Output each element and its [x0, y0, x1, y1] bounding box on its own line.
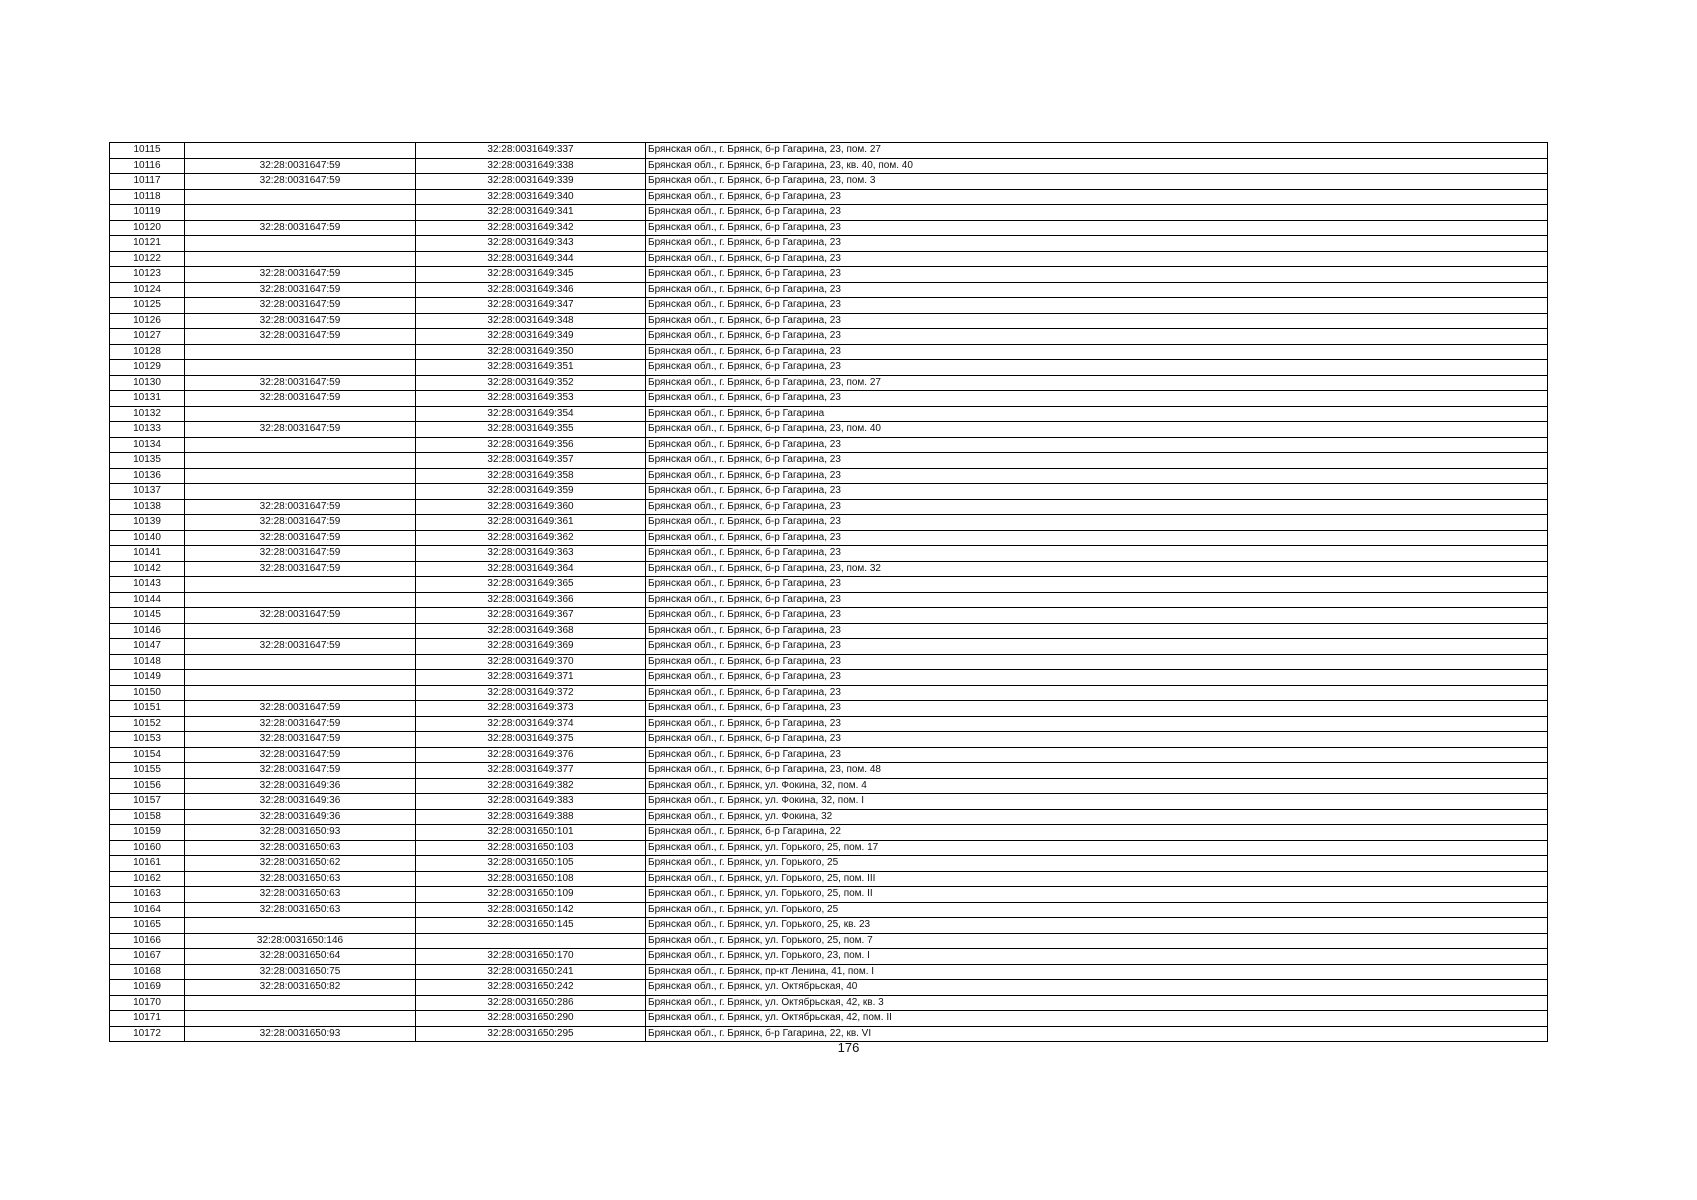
row-number-cell: 10149	[110, 670, 185, 686]
parent-cadastral-number-cell: 32:28:0031650:62	[185, 856, 416, 872]
address-cell: Брянская обл., г. Брянск, б-р Гагарина, 23	[646, 267, 1548, 283]
address-cell: Брянская обл., г. Брянск, б-р Гагарина, 23	[646, 344, 1548, 360]
row-number-cell: 10167	[110, 949, 185, 965]
row-number-cell: 10130	[110, 375, 185, 391]
row-number-cell: 10123	[110, 267, 185, 283]
parent-cadastral-number-cell	[185, 918, 416, 934]
address-cell: Брянская обл., г. Брянск, ул. Горького, 23, пом. I	[646, 949, 1548, 965]
table-row	[110, 530, 1548, 546]
cadastral-number-cell: 32:28:0031649:371	[416, 670, 646, 686]
table-row	[110, 437, 1548, 453]
table-row	[110, 484, 1548, 500]
table-row	[110, 639, 1548, 655]
table-row	[110, 794, 1548, 810]
cadastral-number-cell: 32:28:0031649:366	[416, 592, 646, 608]
row-number-cell: 10124	[110, 282, 185, 298]
cadastral-number-cell: 32:28:0031649:377	[416, 763, 646, 779]
row-number-cell: 10153	[110, 732, 185, 748]
cadastral-number-cell: 32:28:0031649:352	[416, 375, 646, 391]
row-number-cell: 10150	[110, 685, 185, 701]
parent-cadastral-number-cell	[185, 1011, 416, 1027]
parent-cadastral-number-cell: 32:28:0031647:59	[185, 732, 416, 748]
row-number-cell: 10140	[110, 530, 185, 546]
table-row	[110, 205, 1548, 221]
row-number-cell: 10134	[110, 437, 185, 453]
row-number-cell: 10121	[110, 236, 185, 252]
row-number-cell: 10129	[110, 360, 185, 376]
row-number-cell: 10146	[110, 623, 185, 639]
row-number-cell: 10157	[110, 794, 185, 810]
row-number-cell: 10155	[110, 763, 185, 779]
row-number-cell: 10170	[110, 995, 185, 1011]
table-row	[110, 561, 1548, 577]
table-row	[110, 809, 1548, 825]
row-number-cell: 10158	[110, 809, 185, 825]
row-number-cell: 10161	[110, 856, 185, 872]
cadastral-number-cell: 32:28:0031649:341	[416, 205, 646, 221]
table-row	[110, 1011, 1548, 1027]
parent-cadastral-number-cell: 32:28:0031647:59	[185, 220, 416, 236]
row-number-cell: 10128	[110, 344, 185, 360]
table-row	[110, 654, 1548, 670]
row-number-cell: 10144	[110, 592, 185, 608]
parent-cadastral-number-cell: 32:28:0031647:59	[185, 639, 416, 655]
table-row	[110, 344, 1548, 360]
cadastral-number-cell: 32:28:0031650:170	[416, 949, 646, 965]
table-row	[110, 623, 1548, 639]
cadastral-number-cell: 32:28:0031650:145	[416, 918, 646, 934]
parent-cadastral-number-cell: 32:28:0031647:59	[185, 329, 416, 345]
cadastral-number-cell: 32:28:0031649:370	[416, 654, 646, 670]
address-cell: Брянская обл., г. Брянск, б-р Гагарина, 23	[646, 747, 1548, 763]
address-cell: Брянская обл., г. Брянск, ул. Горького, 25, пом. III	[646, 871, 1548, 887]
row-number-cell: 10120	[110, 220, 185, 236]
parent-cadastral-number-cell: 32:28:0031650:63	[185, 887, 416, 903]
cadastral-number-cell: 32:28:0031649:375	[416, 732, 646, 748]
row-number-cell: 10145	[110, 608, 185, 624]
table-row	[110, 701, 1548, 717]
table-row	[110, 174, 1548, 190]
parent-cadastral-number-cell: 32:28:0031649:36	[185, 778, 416, 794]
cadastral-number-cell: 32:28:0031649:347	[416, 298, 646, 314]
cadastral-number-cell: 32:28:0031650:109	[416, 887, 646, 903]
cadastral-number-cell: 32:28:0031649:353	[416, 391, 646, 407]
table-row	[110, 236, 1548, 252]
address-cell: Брянская обл., г. Брянск, б-р Гагарина, 23	[646, 701, 1548, 717]
address-cell: Брянская обл., г. Брянск, б-р Гагарина, 22, кв. VI	[646, 1026, 1548, 1042]
parent-cadastral-number-cell	[185, 360, 416, 376]
table-row	[110, 515, 1548, 531]
cadastral-number-cell: 32:28:0031650:295	[416, 1026, 646, 1042]
address-cell: Брянская обл., г. Брянск, б-р Гагарина, 23, пом. 32	[646, 561, 1548, 577]
table-row	[110, 267, 1548, 283]
row-number-cell: 10166	[110, 933, 185, 949]
address-cell: Брянская обл., г. Брянск, ул. Фокина, 32, пом. I	[646, 794, 1548, 810]
row-number-cell: 10143	[110, 577, 185, 593]
row-number-cell: 10148	[110, 654, 185, 670]
address-cell: Брянская обл., г. Брянск, б-р Гагарина, 23	[646, 515, 1548, 531]
cadastral-number-cell: 32:28:0031649:355	[416, 422, 646, 438]
parent-cadastral-number-cell	[185, 205, 416, 221]
cadastral-number-cell: 32:28:0031650:101	[416, 825, 646, 841]
table-body	[110, 143, 1548, 1042]
cadastral-number-cell: 32:28:0031649:382	[416, 778, 646, 794]
table-row	[110, 732, 1548, 748]
cadastral-number-cell	[416, 933, 646, 949]
parent-cadastral-number-cell	[185, 484, 416, 500]
cadastral-number-cell: 32:28:0031649:357	[416, 453, 646, 469]
row-number-cell: 10165	[110, 918, 185, 934]
table-row	[110, 577, 1548, 593]
cadastral-number-cell: 32:28:0031649:374	[416, 716, 646, 732]
row-number-cell: 10122	[110, 251, 185, 267]
table-row	[110, 391, 1548, 407]
row-number-cell: 10164	[110, 902, 185, 918]
address-cell: Брянская обл., г. Брянск, б-р Гагарина, 23	[646, 530, 1548, 546]
row-number-cell: 10133	[110, 422, 185, 438]
cadastral-number-cell: 32:28:0031649:351	[416, 360, 646, 376]
parent-cadastral-number-cell: 32:28:0031647:59	[185, 375, 416, 391]
cadastral-number-cell: 32:28:0031649:360	[416, 499, 646, 515]
table-row	[110, 763, 1548, 779]
table-row	[110, 902, 1548, 918]
row-number-cell: 10126	[110, 313, 185, 329]
parent-cadastral-number-cell: 32:28:0031650:63	[185, 902, 416, 918]
parent-cadastral-number-cell: 32:28:0031650:63	[185, 871, 416, 887]
table-row	[110, 592, 1548, 608]
parent-cadastral-number-cell	[185, 468, 416, 484]
address-cell: Брянская обл., г. Брянск, ул. Горького, 25, пом. II	[646, 887, 1548, 903]
parent-cadastral-number-cell	[185, 406, 416, 422]
parent-cadastral-number-cell	[185, 592, 416, 608]
parent-cadastral-number-cell: 32:28:0031647:59	[185, 701, 416, 717]
cadastral-number-cell: 32:28:0031650:242	[416, 980, 646, 996]
table-row	[110, 964, 1548, 980]
table-row	[110, 778, 1548, 794]
cadastral-number-cell: 32:28:0031649:358	[416, 468, 646, 484]
row-number-cell: 10152	[110, 716, 185, 732]
row-number-cell: 10131	[110, 391, 185, 407]
parent-cadastral-number-cell: 32:28:0031647:59	[185, 267, 416, 283]
table-row	[110, 840, 1548, 856]
address-cell: Брянская обл., г. Брянск, б-р Гагарина, 23	[646, 685, 1548, 701]
property-table	[109, 142, 1548, 1042]
parent-cadastral-number-cell: 32:28:0031650:75	[185, 964, 416, 980]
cadastral-number-cell: 32:28:0031650:241	[416, 964, 646, 980]
address-cell: Брянская обл., г. Брянск, б-р Гагарина, 23	[646, 592, 1548, 608]
table-row	[110, 158, 1548, 174]
cadastral-number-cell: 32:28:0031649:350	[416, 344, 646, 360]
address-cell: Брянская обл., г. Брянск, б-р Гагарина, 23	[646, 220, 1548, 236]
address-cell: Брянская обл., г. Брянск, б-р Гагарина, 23	[646, 437, 1548, 453]
parent-cadastral-number-cell	[185, 143, 416, 159]
row-number-cell: 10127	[110, 329, 185, 345]
parent-cadastral-number-cell: 32:28:0031647:59	[185, 716, 416, 732]
address-cell: Брянская обл., г. Брянск, ул. Горького, 25, пом. 17	[646, 840, 1548, 856]
address-cell: Брянская обл., г. Брянск, б-р Гагарина, 23	[646, 453, 1548, 469]
table-row	[110, 189, 1548, 205]
address-cell: Брянская обл., г. Брянск, б-р Гагарина, 23, пом. 27	[646, 375, 1548, 391]
row-number-cell: 10132	[110, 406, 185, 422]
parent-cadastral-number-cell: 32:28:0031647:59	[185, 422, 416, 438]
row-number-cell: 10141	[110, 546, 185, 562]
address-cell: Брянская обл., г. Брянск, б-р Гагарина, 23, пом. 3	[646, 174, 1548, 190]
row-number-cell: 10142	[110, 561, 185, 577]
page-number: 176	[837, 1040, 860, 1055]
parent-cadastral-number-cell: 32:28:0031647:59	[185, 282, 416, 298]
table-row	[110, 716, 1548, 732]
address-cell: Брянская обл., г. Брянск, б-р Гагарина, 23, кв. 40, пом. 40	[646, 158, 1548, 174]
cadastral-number-cell: 32:28:0031649:340	[416, 189, 646, 205]
cadastral-number-cell: 32:28:0031649:337	[416, 143, 646, 159]
address-cell: Брянская обл., г. Брянск, ул. Горького, 25	[646, 856, 1548, 872]
parent-cadastral-number-cell	[185, 453, 416, 469]
address-cell: Брянская обл., г. Брянск, б-р Гагарина, 23	[646, 313, 1548, 329]
table-row	[110, 453, 1548, 469]
table-row	[110, 499, 1548, 515]
parent-cadastral-number-cell: 32:28:0031647:59	[185, 298, 416, 314]
row-number-cell: 10151	[110, 701, 185, 717]
table-row	[110, 685, 1548, 701]
table-row	[110, 747, 1548, 763]
address-cell: Брянская обл., г. Брянск, б-р Гагарина, 23	[646, 608, 1548, 624]
address-cell: Брянская обл., г. Брянск, ул. Горького, 25	[646, 902, 1548, 918]
cadastral-number-cell: 32:28:0031649:373	[416, 701, 646, 717]
cadastral-number-cell: 32:28:0031650:290	[416, 1011, 646, 1027]
address-cell: Брянская обл., г. Брянск, пр-кт Ленина, 41, пом. I	[646, 964, 1548, 980]
address-cell: Брянская обл., г. Брянск, б-р Гагарина, 23	[646, 205, 1548, 221]
table-row	[110, 313, 1548, 329]
table-row	[110, 980, 1548, 996]
parent-cadastral-number-cell: 32:28:0031650:93	[185, 825, 416, 841]
cadastral-number-cell: 32:28:0031649:339	[416, 174, 646, 190]
row-number-cell: 10172	[110, 1026, 185, 1042]
address-cell: Брянская обл., г. Брянск, б-р Гагарина, 23	[646, 670, 1548, 686]
cadastral-number-cell: 32:28:0031649:376	[416, 747, 646, 763]
cadastral-number-cell: 32:28:0031649:365	[416, 577, 646, 593]
parent-cadastral-number-cell: 32:28:0031647:59	[185, 763, 416, 779]
table-row	[110, 825, 1548, 841]
address-cell: Брянская обл., г. Брянск, б-р Гагарина, 23	[646, 468, 1548, 484]
cadastral-number-cell: 32:28:0031649:372	[416, 685, 646, 701]
cadastral-number-cell: 32:28:0031649:348	[416, 313, 646, 329]
address-cell: Брянская обл., г. Брянск, б-р Гагарина, 23	[646, 189, 1548, 205]
cadastral-number-cell: 32:28:0031649:346	[416, 282, 646, 298]
parent-cadastral-number-cell: 32:28:0031650:146	[185, 933, 416, 949]
row-number-cell: 10169	[110, 980, 185, 996]
table-row	[110, 949, 1548, 965]
address-cell: Брянская обл., г. Брянск, ул. Октябрьская, 42, пом. II	[646, 1011, 1548, 1027]
cadastral-number-cell: 32:28:0031649:345	[416, 267, 646, 283]
table-row	[110, 468, 1548, 484]
row-number-cell: 10163	[110, 887, 185, 903]
parent-cadastral-number-cell: 32:28:0031647:59	[185, 608, 416, 624]
parent-cadastral-number-cell: 32:28:0031650:63	[185, 840, 416, 856]
address-cell: Брянская обл., г. Брянск, б-р Гагарина, 23	[646, 236, 1548, 252]
row-number-cell: 10147	[110, 639, 185, 655]
address-cell: Брянская обл., г. Брянск, ул. Горького, 25, кв. 23	[646, 918, 1548, 934]
parent-cadastral-number-cell: 32:28:0031650:64	[185, 949, 416, 965]
parent-cadastral-number-cell: 32:28:0031647:59	[185, 747, 416, 763]
address-cell: Брянская обл., г. Брянск, б-р Гагарина, 23	[646, 732, 1548, 748]
cadastral-number-cell: 32:28:0031649:344	[416, 251, 646, 267]
parent-cadastral-number-cell	[185, 251, 416, 267]
parent-cadastral-number-cell: 32:28:0031647:59	[185, 530, 416, 546]
parent-cadastral-number-cell: 32:28:0031647:59	[185, 546, 416, 562]
cadastral-number-cell: 32:28:0031649:388	[416, 809, 646, 825]
row-number-cell: 10119	[110, 205, 185, 221]
address-cell: Брянская обл., г. Брянск, б-р Гагарина, 23, пом. 27	[646, 143, 1548, 159]
row-number-cell: 10159	[110, 825, 185, 841]
address-cell: Брянская обл., г. Брянск, б-р Гагарина, 23	[646, 282, 1548, 298]
table-row	[110, 375, 1548, 391]
table-row	[110, 918, 1548, 934]
cadastral-number-cell: 32:28:0031649:342	[416, 220, 646, 236]
parent-cadastral-number-cell	[185, 623, 416, 639]
cadastral-number-cell: 32:28:0031650:286	[416, 995, 646, 1011]
cadastral-number-cell: 32:28:0031649:359	[416, 484, 646, 500]
cadastral-number-cell: 32:28:0031650:108	[416, 871, 646, 887]
parent-cadastral-number-cell	[185, 437, 416, 453]
row-number-cell: 10115	[110, 143, 185, 159]
parent-cadastral-number-cell: 32:28:0031650:93	[185, 1026, 416, 1042]
cadastral-number-cell: 32:28:0031649:364	[416, 561, 646, 577]
parent-cadastral-number-cell: 32:28:0031647:59	[185, 391, 416, 407]
parent-cadastral-number-cell: 32:28:0031647:59	[185, 561, 416, 577]
table-row	[110, 995, 1548, 1011]
table-row	[110, 220, 1548, 236]
row-number-cell: 10156	[110, 778, 185, 794]
cadastral-number-cell: 32:28:0031649:383	[416, 794, 646, 810]
address-cell: Брянская обл., г. Брянск, ул. Горького, 25, пом. 7	[646, 933, 1548, 949]
row-number-cell: 10171	[110, 1011, 185, 1027]
table-row	[110, 422, 1548, 438]
cadastral-number-cell: 32:28:0031649:356	[416, 437, 646, 453]
row-number-cell: 10137	[110, 484, 185, 500]
table-row	[110, 856, 1548, 872]
row-number-cell: 10117	[110, 174, 185, 190]
address-cell: Брянская обл., г. Брянск, ул. Фокина, 32	[646, 809, 1548, 825]
table-row	[110, 298, 1548, 314]
row-number-cell: 10154	[110, 747, 185, 763]
row-number-cell: 10118	[110, 189, 185, 205]
cadastral-number-cell: 32:28:0031649:367	[416, 608, 646, 624]
parent-cadastral-number-cell: 32:28:0031647:59	[185, 174, 416, 190]
parent-cadastral-number-cell	[185, 685, 416, 701]
cadastral-number-cell: 32:28:0031650:103	[416, 840, 646, 856]
cadastral-number-cell: 32:28:0031649:354	[416, 406, 646, 422]
row-number-cell: 10139	[110, 515, 185, 531]
address-cell: Брянская обл., г. Брянск, ул. Фокина, 32, пом. 4	[646, 778, 1548, 794]
parent-cadastral-number-cell: 32:28:0031647:59	[185, 515, 416, 531]
address-cell: Брянская обл., г. Брянск, б-р Гагарина, 23	[646, 298, 1548, 314]
parent-cadastral-number-cell	[185, 654, 416, 670]
cadastral-number-cell: 32:28:0031649:363	[416, 546, 646, 562]
address-cell: Брянская обл., г. Брянск, б-р Гагарина, 23	[646, 716, 1548, 732]
address-cell: Брянская обл., г. Брянск, б-р Гагарина, 23	[646, 360, 1548, 376]
table-row	[110, 360, 1548, 376]
row-number-cell: 10135	[110, 453, 185, 469]
table-row	[110, 143, 1548, 159]
cadastral-number-cell: 32:28:0031649:361	[416, 515, 646, 531]
cadastral-number-cell: 32:28:0031649:368	[416, 623, 646, 639]
parent-cadastral-number-cell: 32:28:0031647:59	[185, 158, 416, 174]
row-number-cell: 10136	[110, 468, 185, 484]
table-row	[110, 406, 1548, 422]
parent-cadastral-number-cell: 32:28:0031649:36	[185, 794, 416, 810]
row-number-cell: 10168	[110, 964, 185, 980]
address-cell: Брянская обл., г. Брянск, б-р Гагарина, 23	[646, 546, 1548, 562]
address-cell: Брянская обл., г. Брянск, б-р Гагарина, 23	[646, 639, 1548, 655]
parent-cadastral-number-cell: 32:28:0031647:59	[185, 313, 416, 329]
parent-cadastral-number-cell	[185, 344, 416, 360]
parent-cadastral-number-cell: 32:28:0031647:59	[185, 499, 416, 515]
address-cell: Брянская обл., г. Брянск, б-р Гагарина	[646, 406, 1548, 422]
table-row	[110, 871, 1548, 887]
table-row	[110, 251, 1548, 267]
address-cell: Брянская обл., г. Брянск, б-р Гагарина, 23	[646, 623, 1548, 639]
cadastral-number-cell: 32:28:0031649:349	[416, 329, 646, 345]
row-number-cell: 10160	[110, 840, 185, 856]
address-cell: Брянская обл., г. Брянск, б-р Гагарина, 23	[646, 329, 1548, 345]
table-row	[110, 608, 1548, 624]
cadastral-number-cell: 32:28:0031650:105	[416, 856, 646, 872]
parent-cadastral-number-cell	[185, 670, 416, 686]
table-row	[110, 887, 1548, 903]
address-cell: Брянская обл., г. Брянск, ул. Октябрьская, 40	[646, 980, 1548, 996]
table-row	[110, 282, 1548, 298]
cadastral-number-cell: 32:28:0031649:343	[416, 236, 646, 252]
parent-cadastral-number-cell	[185, 189, 416, 205]
address-cell: Брянская обл., г. Брянск, б-р Гагарина, 23	[646, 499, 1548, 515]
table-row	[110, 329, 1548, 345]
table-row	[110, 546, 1548, 562]
row-number-cell: 10138	[110, 499, 185, 515]
parent-cadastral-number-cell: 32:28:0031650:82	[185, 980, 416, 996]
cadastral-number-cell: 32:28:0031650:142	[416, 902, 646, 918]
address-cell: Брянская обл., г. Брянск, б-р Гагарина, 23	[646, 391, 1548, 407]
table-row	[110, 933, 1548, 949]
cadastral-number-cell: 32:28:0031649:369	[416, 639, 646, 655]
table-row	[110, 670, 1548, 686]
address-cell: Брянская обл., г. Брянск, б-р Гагарина, 23, пом. 48	[646, 763, 1548, 779]
row-number-cell: 10116	[110, 158, 185, 174]
address-cell: Брянская обл., г. Брянск, б-р Гагарина, 22	[646, 825, 1548, 841]
address-cell: Брянская обл., г. Брянск, б-р Гагарина, 23	[646, 251, 1548, 267]
address-cell: Брянская обл., г. Брянск, б-р Гагарина, 23	[646, 484, 1548, 500]
parent-cadastral-number-cell	[185, 236, 416, 252]
row-number-cell: 10162	[110, 871, 185, 887]
address-cell: Брянская обл., г. Брянск, б-р Гагарина, 23, пом. 40	[646, 422, 1548, 438]
parent-cadastral-number-cell	[185, 995, 416, 1011]
parent-cadastral-number-cell: 32:28:0031649:36	[185, 809, 416, 825]
address-cell: Брянская обл., г. Брянск, б-р Гагарина, 23	[646, 654, 1548, 670]
row-number-cell: 10125	[110, 298, 185, 314]
parent-cadastral-number-cell	[185, 577, 416, 593]
address-cell: Брянская обл., г. Брянск, б-р Гагарина, 23	[646, 577, 1548, 593]
cadastral-number-cell: 32:28:0031649:362	[416, 530, 646, 546]
address-cell: Брянская обл., г. Брянск, ул. Октябрьская, 42, кв. 3	[646, 995, 1548, 1011]
cadastral-number-cell: 32:28:0031649:338	[416, 158, 646, 174]
